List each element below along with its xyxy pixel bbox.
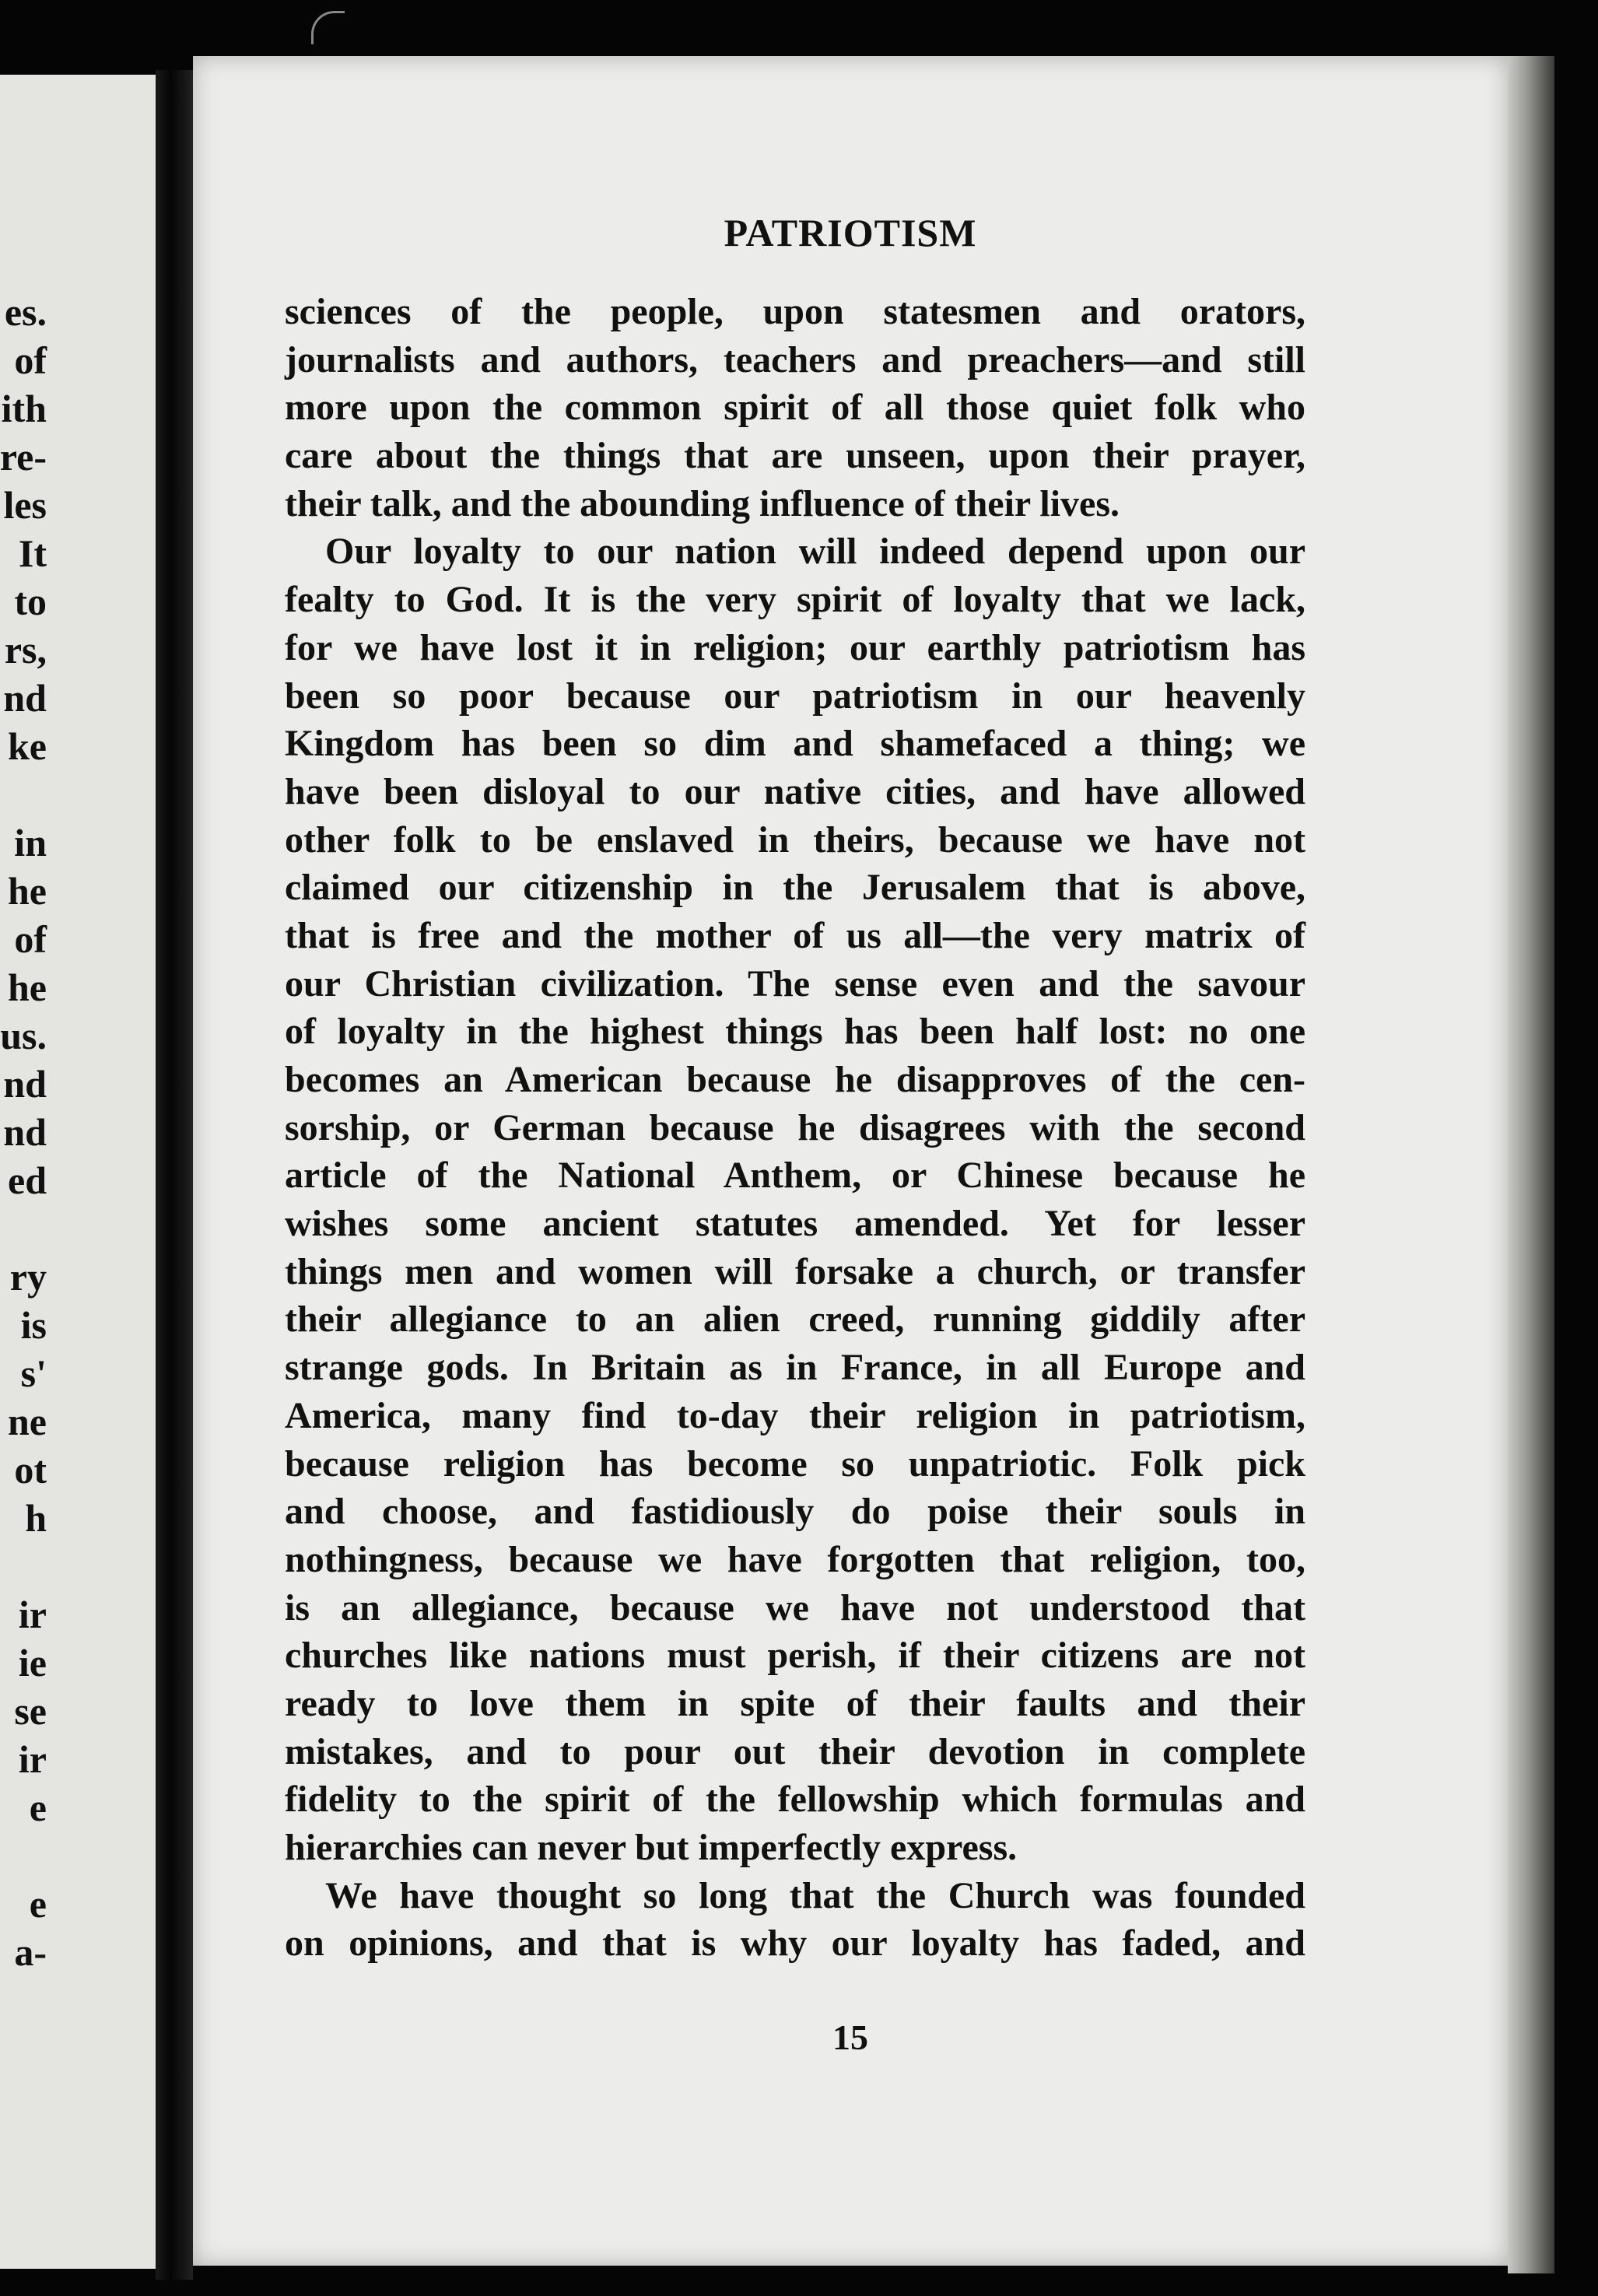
text-line: care about the things that are unseen, upon their prayer, xyxy=(285,435,1305,477)
facing-page-fragment: ry xyxy=(9,1255,47,1299)
text-line: our Christian civilization. The sense even and the savour xyxy=(285,962,1305,1004)
page-number: 15 xyxy=(832,2017,868,2057)
text-line: claimed our citizenship in the Jerusalem that is above, xyxy=(285,867,1305,909)
facing-page-fragment: re- xyxy=(0,435,47,478)
text-line: and choose, and fastidiously do poise their souls in xyxy=(285,1491,1305,1533)
facing-page-fragment: es. xyxy=(4,290,47,334)
text-line: article of the National Anthem, or Chinese because he xyxy=(285,1155,1305,1197)
facing-page-fragment: s' xyxy=(20,1351,47,1395)
facing-page-fragment: rs, xyxy=(4,628,47,671)
facing-page-fragment: ir xyxy=(18,1593,47,1636)
text-line: fealty to God. It is the very spirit of loyalty that we lack, xyxy=(285,579,1305,621)
facing-page-fragment: se xyxy=(14,1689,47,1733)
facing-page-fragment: ir xyxy=(18,1737,47,1781)
facing-page-fragment: ot xyxy=(14,1448,47,1492)
facing-page-fragment: ne xyxy=(8,1400,47,1443)
facing-page-fragment: e xyxy=(29,1882,47,1926)
text-line: ready to love them in spite of their faults and their xyxy=(285,1682,1305,1724)
text-line: Our loyalty to our nation will indeed depend upon our xyxy=(325,531,1305,573)
text-line: been so poor because our patriotism in our heavenly xyxy=(285,675,1305,717)
text-line: America, many find to-day their religion in patriotism, xyxy=(285,1394,1305,1436)
book-gutter xyxy=(156,70,193,2280)
text-line: their talk, and the abounding influence of their lives. xyxy=(285,482,1120,524)
text-line: more upon the common spirit of all those quiet folk who xyxy=(285,387,1305,429)
facing-page-fragment: of xyxy=(14,917,47,961)
facing-page-fragment: us. xyxy=(0,1014,47,1057)
text-line: Kingdom has been so dim and shamefaced a thing; we xyxy=(285,723,1305,765)
facing-page-fragment: ed xyxy=(8,1159,47,1202)
facing-page-fragment: ith xyxy=(1,387,47,430)
facing-page-fragment: h xyxy=(25,1496,47,1540)
facing-page-fragment: It xyxy=(18,531,47,575)
facing-page-fragment: in xyxy=(14,821,47,864)
facing-page-fragment: a- xyxy=(14,1930,47,1974)
text-line: other folk to be enslaved in theirs, because we have not xyxy=(285,818,1305,861)
facing-page-fragment: nd xyxy=(3,1110,47,1154)
text-line: for we have lost it in religion; our earthly patriotism has xyxy=(285,626,1305,668)
text-line: sorship, or German because he disagrees with the second xyxy=(285,1106,1305,1148)
book-page xyxy=(193,56,1508,2266)
text-line: is an allegiance, because we have not understood that xyxy=(285,1586,1305,1628)
text-line: wishes some ancient statutes amended. Yet for lesser xyxy=(285,1203,1305,1245)
scan-corner-mark xyxy=(311,11,345,44)
running-head: PATRIOTISM xyxy=(724,211,977,254)
text-line: mistakes, and to pour out their devotion in complete xyxy=(285,1730,1305,1772)
text-line: things men and women will forsake a church, or transfer xyxy=(285,1250,1305,1292)
facing-page-fragment: nd xyxy=(3,1062,47,1106)
text-line: of loyalty in the highest things has been half lost: no one xyxy=(285,1011,1305,1053)
text-line: that is free and the mother of us all—the very matrix of xyxy=(285,914,1305,956)
facing-page-fragment: les xyxy=(3,483,47,527)
text-line: have been disloyal to our native cities, and have allowed xyxy=(285,770,1305,812)
text-line: nothingness, because we have forgotten that religion, too, xyxy=(285,1538,1305,1580)
text-line: becomes an American because he disapproves of the cen- xyxy=(285,1059,1305,1100)
facing-page-fragment: he xyxy=(8,869,47,913)
text-line: strange gods. In Britain as in France, in all Europe and xyxy=(285,1347,1305,1389)
text-line: on opinions, and that is why our loyalty has faded, and xyxy=(285,1923,1305,1965)
text-line: because religion has become so unpatriotic. Folk pick xyxy=(285,1442,1305,1485)
facing-page-fragment: is xyxy=(20,1303,47,1347)
text-line: fidelity to the spirit of the fellowship which formulas and xyxy=(285,1779,1305,1821)
facing-page-fragment: he xyxy=(8,966,47,1009)
text-line: their allegiance to an alien creed, running giddily after xyxy=(285,1299,1305,1341)
facing-page-fragment: ie xyxy=(18,1641,47,1684)
facing-page-fragment: of xyxy=(14,338,47,382)
facing-page-fragment: e xyxy=(29,1786,47,1829)
facing-page-fragment: nd xyxy=(3,676,47,720)
facing-page-fragment: to xyxy=(14,580,47,623)
page-edge-shadow xyxy=(1508,56,1554,2273)
page-body-text xyxy=(285,288,1305,1968)
text-line: churches like nations must perish, if their citizens are not xyxy=(285,1635,1305,1677)
facing-page xyxy=(0,75,156,2269)
text-line: journalists and authors, teachers and preachers—and still xyxy=(285,338,1305,380)
text-line: sciences of the people, upon statesmen and orators, xyxy=(285,291,1305,332)
text-line: We have thought so long that the Church was founded xyxy=(325,1874,1305,1916)
facing-page-fragment: ke xyxy=(8,724,47,768)
text-line: hierarchies can never but imperfectly express. xyxy=(285,1827,1018,1868)
